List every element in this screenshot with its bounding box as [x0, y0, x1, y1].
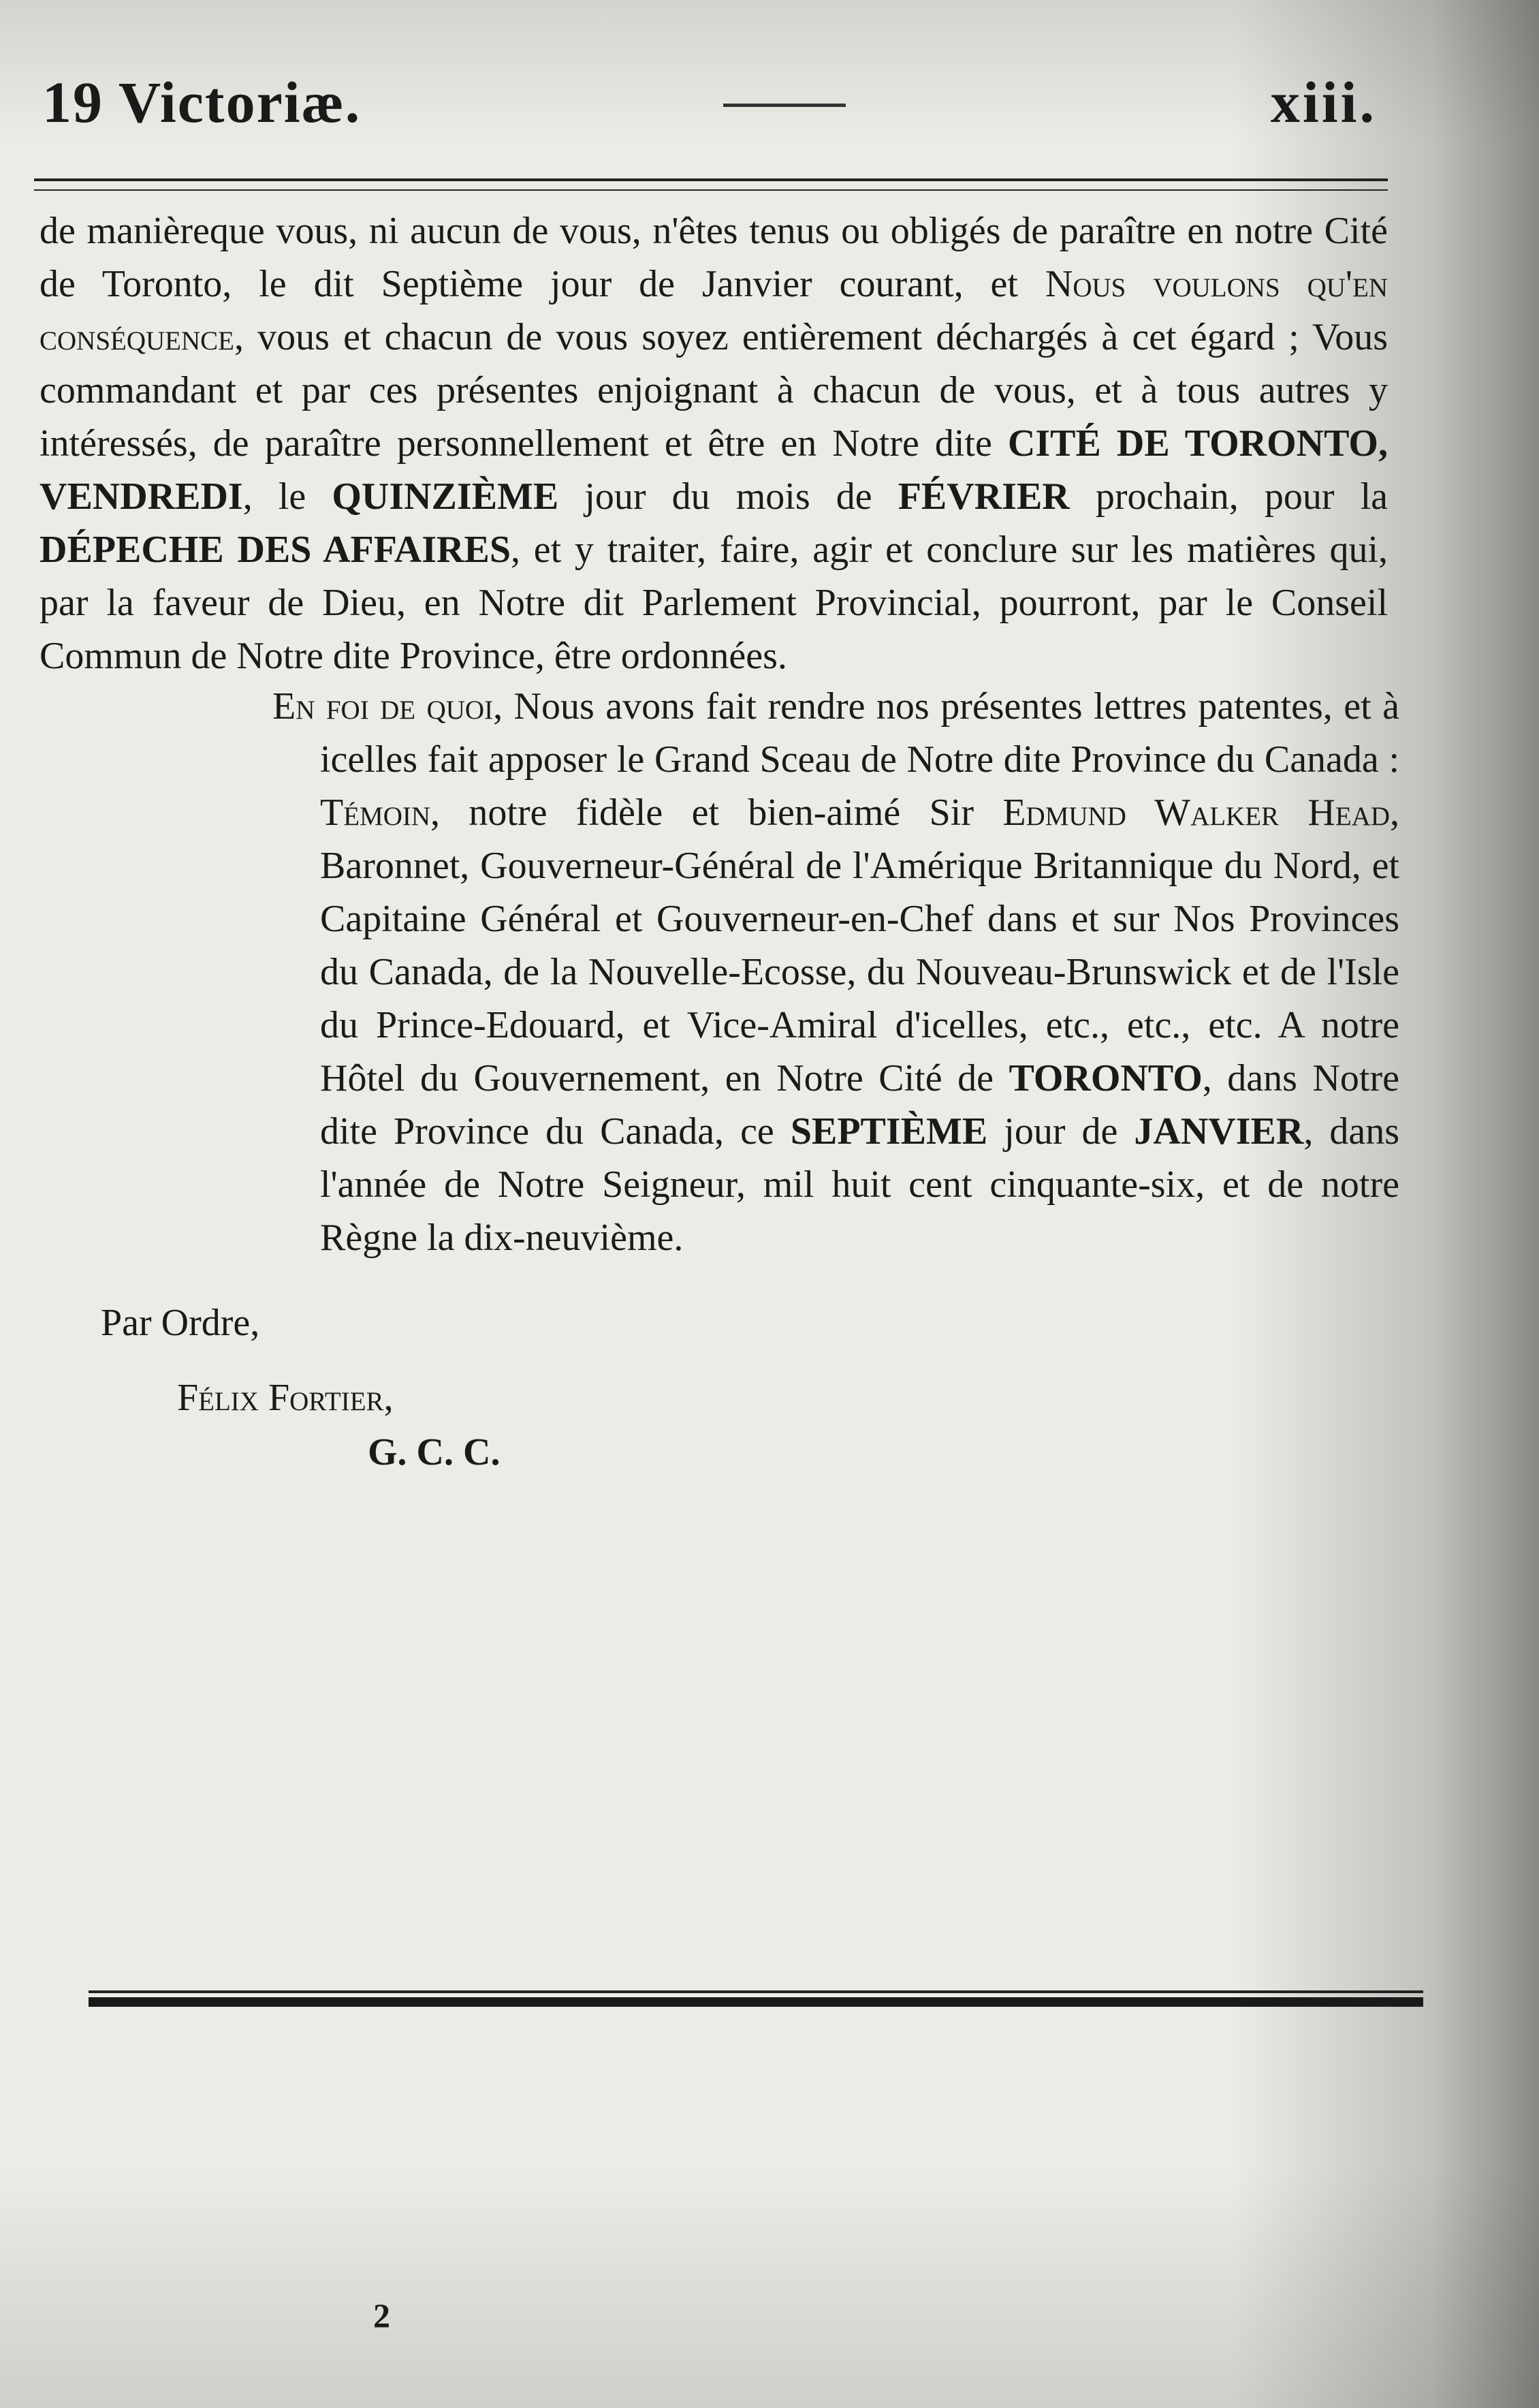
text-run: , le	[242, 475, 332, 518]
bold-run: QUINZIÈME	[332, 475, 559, 518]
signature-order: Par Ordre,	[101, 1302, 260, 1344]
footer-rule-thick	[89, 1997, 1423, 2007]
text-run: jour du mois de	[558, 475, 898, 518]
body-paragraph-2	[272, 680, 1399, 1264]
bold-run: TORONTO	[1009, 1057, 1203, 1099]
signature-title: G. C. C.	[368, 1431, 501, 1473]
small-caps-run: En foi de quoi	[272, 685, 494, 728]
running-head-dash	[723, 104, 846, 107]
small-caps-run: Témoin	[320, 792, 431, 834]
bold-run: JANVIER	[1134, 1110, 1304, 1153]
text-run: , vous et chacun de vous soyez entièrement déchargés à cet égard ; Vous commandant et par ces présentes enjoignant à chacun de vous, et à tous autres y intéressés, de paraître personnellement et être en Notre dite	[39, 316, 1388, 465]
bold-run: DÉPECHE DES AFFAIRES	[39, 529, 511, 571]
header-rule	[34, 178, 1388, 191]
signature-name-text: Félix Fortier,	[177, 1377, 394, 1419]
body-paragraph-1	[39, 204, 1388, 683]
bold-run: CITÉ DE TORONTO, VENDREDI	[39, 422, 1388, 518]
page-number: xiii.	[1270, 69, 1377, 135]
bold-run: FÉVRIER	[898, 475, 1070, 518]
text-run: , Nous avons fait rendre nos présentes lettres patentes, et à icelles fait apposer le Grand Sceau de Notre dite Province du Canada :	[320, 685, 1399, 781]
text-run: , Baronnet, Gouverneur-Général de l'Amérique Britannique du Nord, et Capitaine Général et Gouverneur-en-Chef dans et sur Nos Provinces du Canada, de la Nouvelle-Ecosse, du Nouveau-Brunswick et de l'Isle du Prince-Edouard, et Vice-Amiral d'icelles, etc., etc., etc. A notre Hôtel du Gouvernement, en Notre Cité de	[320, 792, 1399, 1099]
small-caps-run: Edmund Walker Head	[1002, 792, 1390, 834]
small-caps-run: Nous voulons qu'en conséquence	[39, 263, 1388, 358]
text-run: jour de	[987, 1110, 1135, 1153]
running-head-title: 19 Victoriæ.	[42, 69, 362, 135]
signature-mark: 2	[373, 2296, 390, 2334]
footer-rule	[89, 1990, 1423, 2011]
bold-run: SEPTIÈME	[790, 1110, 988, 1153]
footer-rule-thin	[89, 1990, 1423, 1993]
signature-name	[177, 1376, 394, 1420]
text-run: prochain, pour la	[1069, 475, 1388, 518]
running-head	[42, 68, 1377, 143]
text-run: , et y traiter, faire, agir et conclure sur les matières qui, par la faveur de Dieu, en Notre dit Parlement Provincial, pourront, par le Conseil Commun de Notre dite Province, être ordonnées.	[39, 529, 1389, 677]
text-run: de manièreque vous, ni aucun de vous, n'êtes tenus ou obligés de paraître en notre Cité de Toronto, le dit Septième jour de Janvier courant, et	[39, 210, 1388, 305]
text-run: , dans l'année de Notre Seigneur, mil huit cent cinquante-six, et de notre Règne la dix-neuvième.	[320, 1110, 1399, 1259]
text-run: , notre fidèle et bien-aimé Sir	[430, 792, 1003, 834]
text-run: , dans Notre dite Province du Canada, ce	[320, 1057, 1399, 1153]
